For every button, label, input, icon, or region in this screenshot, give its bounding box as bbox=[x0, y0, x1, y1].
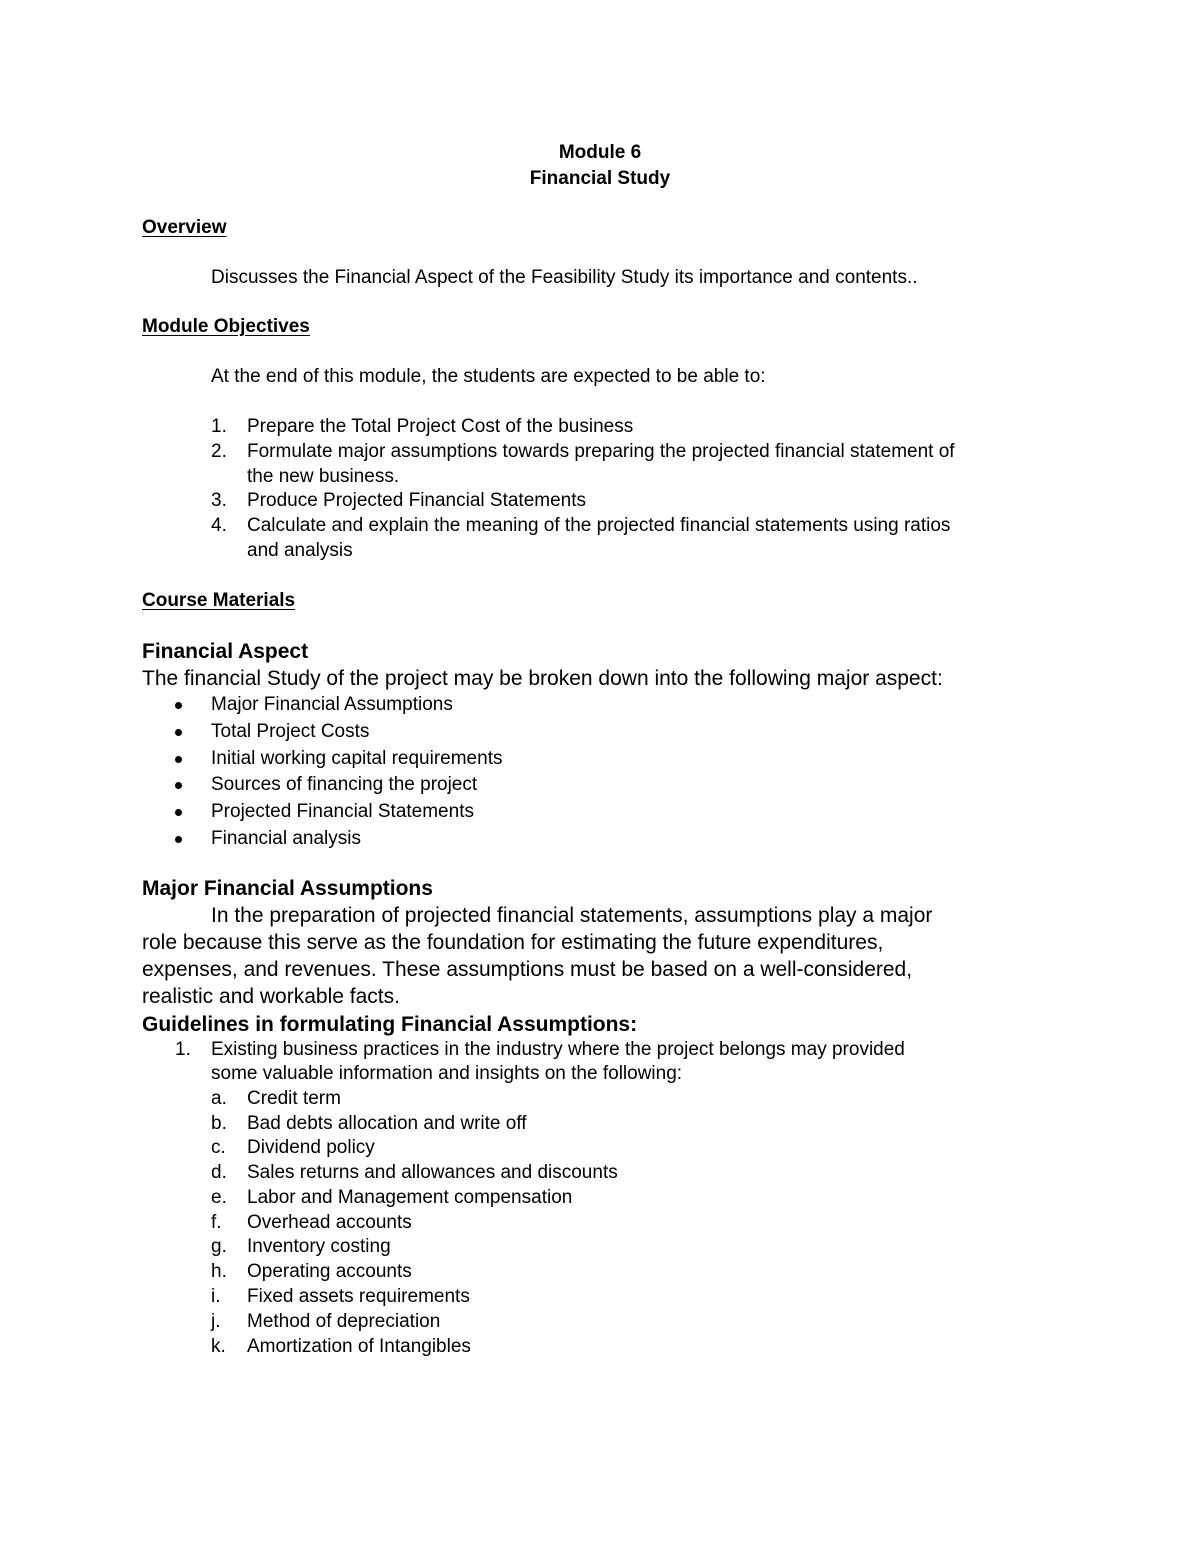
overview-heading: Overview bbox=[142, 217, 227, 238]
guideline-text-continued: some valuable information and insights on the following: bbox=[211, 1063, 683, 1084]
list-marker: i. bbox=[211, 1286, 221, 1307]
financial-aspect-heading: Financial Aspect bbox=[142, 640, 309, 663]
list-marker: c. bbox=[211, 1137, 226, 1158]
bullet-text: Projected Financial Statements bbox=[211, 801, 474, 822]
list-marker: d. bbox=[211, 1162, 227, 1183]
paragraph-line: realistic and workable facts. bbox=[142, 985, 400, 1008]
bullet-text: Total Project Costs bbox=[211, 721, 370, 742]
sub-item-text: Labor and Management compensation bbox=[247, 1187, 573, 1208]
list-marker: 1. bbox=[175, 1039, 191, 1060]
list-marker: g. bbox=[211, 1236, 227, 1257]
bullet-icon bbox=[175, 702, 182, 709]
bullet-icon bbox=[175, 756, 182, 763]
paragraph-line: In the preparation of projected financial statements, assumptions play a major bbox=[211, 904, 933, 927]
sub-item-text: Operating accounts bbox=[247, 1261, 412, 1282]
list-marker: b. bbox=[211, 1113, 227, 1134]
list-marker: h. bbox=[211, 1261, 227, 1282]
list-marker: 4. bbox=[211, 515, 227, 536]
list-marker: 3. bbox=[211, 490, 227, 511]
sub-item-text: Method of depreciation bbox=[247, 1311, 441, 1332]
bullet-icon bbox=[175, 809, 182, 816]
bullet-icon bbox=[175, 729, 182, 736]
objective-text-continued: and analysis bbox=[247, 540, 353, 561]
paragraph-line: role because this serve as the foundation for estimating the future expenditures, bbox=[142, 931, 884, 954]
bullet-text: Initial working capital requirements bbox=[211, 748, 503, 769]
financial-aspect-intro: The financial Study of the project may be broken down into the following major aspect: bbox=[142, 667, 943, 690]
course-materials-heading: Course Materials bbox=[142, 590, 296, 611]
major-assumptions-heading: Major Financial Assumptions bbox=[142, 877, 433, 900]
list-marker: k. bbox=[211, 1336, 226, 1357]
list-marker: 2. bbox=[211, 441, 227, 462]
bullet-icon bbox=[175, 782, 182, 789]
overview-text: Discusses the Financial Aspect of the Feasibility Study its importance and contents.. bbox=[211, 267, 918, 288]
objective-text: Produce Projected Financial Statements bbox=[247, 490, 587, 511]
module-number: Module 6 bbox=[558, 142, 642, 163]
sub-item-text: Amortization of Intangibles bbox=[247, 1336, 471, 1357]
bullet-text: Sources of financing the project bbox=[211, 774, 478, 795]
sub-item-text: Overhead accounts bbox=[247, 1212, 412, 1233]
list-marker: j. bbox=[211, 1311, 221, 1332]
sub-item-text: Fixed assets requirements bbox=[247, 1286, 470, 1307]
sub-item-text: Credit term bbox=[247, 1088, 341, 1109]
guidelines-heading: Guidelines in formulating Financial Assumptions: bbox=[142, 1013, 638, 1036]
sub-item-text: Sales returns and allowances and discounts bbox=[247, 1162, 618, 1183]
list-marker: e. bbox=[211, 1187, 227, 1208]
objective-text: Prepare the Total Project Cost of the business bbox=[247, 416, 634, 437]
guideline-text: Existing business practices in the industry where the project belongs may provided bbox=[211, 1039, 905, 1060]
objectives-heading: Module Objectives bbox=[142, 316, 310, 337]
module-title: Financial Study bbox=[529, 168, 671, 189]
sub-item-text: Inventory costing bbox=[247, 1236, 391, 1257]
list-marker: a. bbox=[211, 1088, 227, 1109]
sub-item-text: Bad debts allocation and write off bbox=[247, 1113, 527, 1134]
bullet-text: Major Financial Assumptions bbox=[211, 694, 453, 715]
bullet-icon bbox=[175, 836, 182, 843]
paragraph-line: expenses, and revenues. These assumptions must be based on a well-considered, bbox=[142, 958, 913, 981]
objective-text: Calculate and explain the meaning of the projected financial statements using ratios bbox=[247, 515, 951, 536]
sub-item-text: Dividend policy bbox=[247, 1137, 375, 1158]
list-marker: 1. bbox=[211, 416, 227, 437]
list-marker: f. bbox=[211, 1212, 222, 1233]
objective-text-continued: the new business. bbox=[247, 466, 400, 487]
bullet-text: Financial analysis bbox=[211, 828, 361, 849]
objectives-intro: At the end of this module, the students are expected to be able to: bbox=[211, 366, 766, 387]
objective-text: Formulate major assumptions towards preparing the projected financial statement of bbox=[247, 441, 955, 462]
